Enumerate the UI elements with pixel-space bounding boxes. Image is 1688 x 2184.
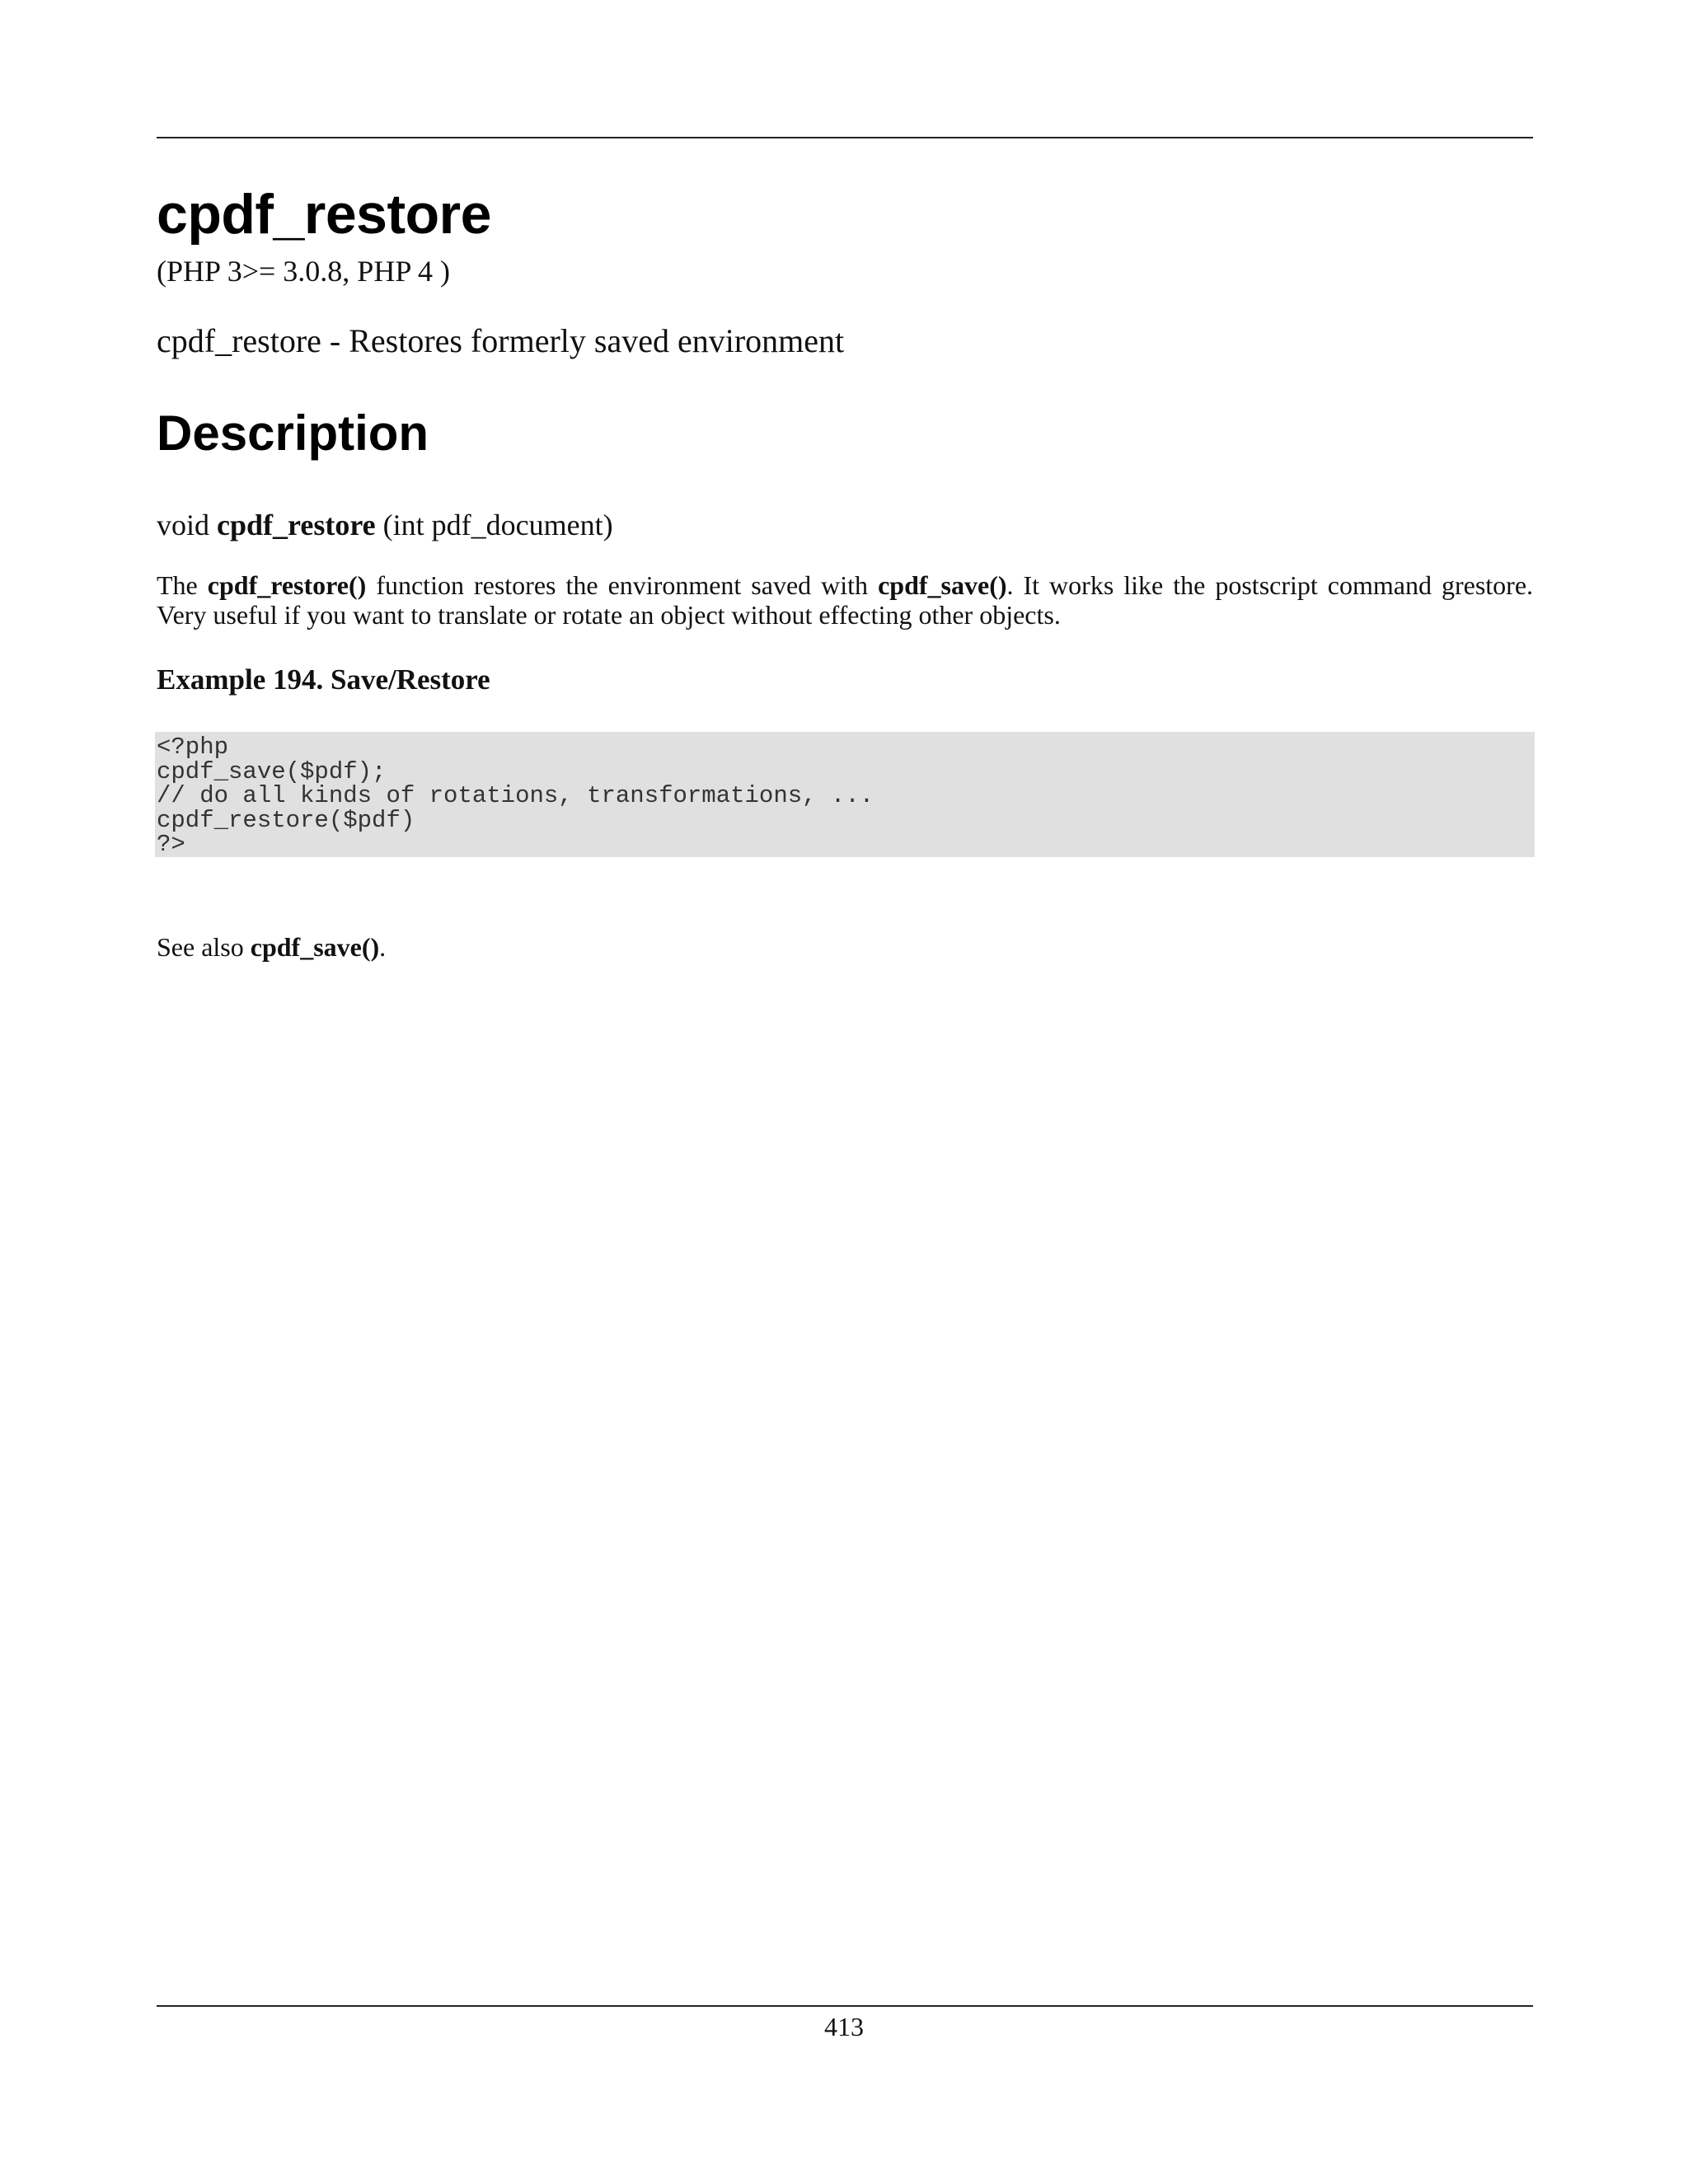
example-title: Example 194. Save/Restore	[157, 663, 490, 696]
code-example	[155, 732, 1535, 857]
code-line: cpdf_save($pdf);	[157, 757, 387, 785]
function-reference-restore: cpdf_restore()	[207, 570, 367, 600]
see-also-prefix: See also	[157, 932, 244, 962]
synopsis-params: (int pdf_document)	[382, 509, 613, 541]
function-purpose: cpdf_restore - Restores formerly saved environment	[157, 322, 845, 359]
paragraph-text: . It works like the postscript command grestore. Very useful if you want to translate or rotate an object without effecting other objects.	[157, 570, 1534, 630]
paragraph-text: The	[157, 570, 198, 600]
synopsis-return-type: void	[157, 509, 210, 541]
see-also-suffix: .	[379, 932, 387, 962]
header-rule	[157, 137, 1533, 138]
function-title: cpdf_restore	[157, 183, 491, 246]
description-paragraph	[157, 570, 1533, 630]
code-line: // do all kinds of rotations, transformations, ...	[157, 782, 874, 809]
page-number: 413	[824, 2012, 864, 2041]
code-line: cpdf_restore($pdf)	[157, 806, 415, 834]
version-info: (PHP 3>= 3.0.8, PHP 4 )	[157, 255, 450, 288]
see-also	[157, 933, 386, 962]
code-line: <?php	[157, 733, 229, 761]
description-heading: Description	[157, 405, 429, 461]
function-synopsis	[157, 509, 613, 542]
footer-rule	[157, 2005, 1533, 2007]
paragraph-text: function restores the environment saved with	[376, 570, 869, 600]
code-line: ?>	[157, 831, 185, 858]
see-also-link[interactable]: cpdf_save()	[250, 932, 380, 962]
function-reference-save: cpdf_save()	[878, 570, 1007, 600]
synopsis-function-name: cpdf_restore	[217, 509, 376, 541]
